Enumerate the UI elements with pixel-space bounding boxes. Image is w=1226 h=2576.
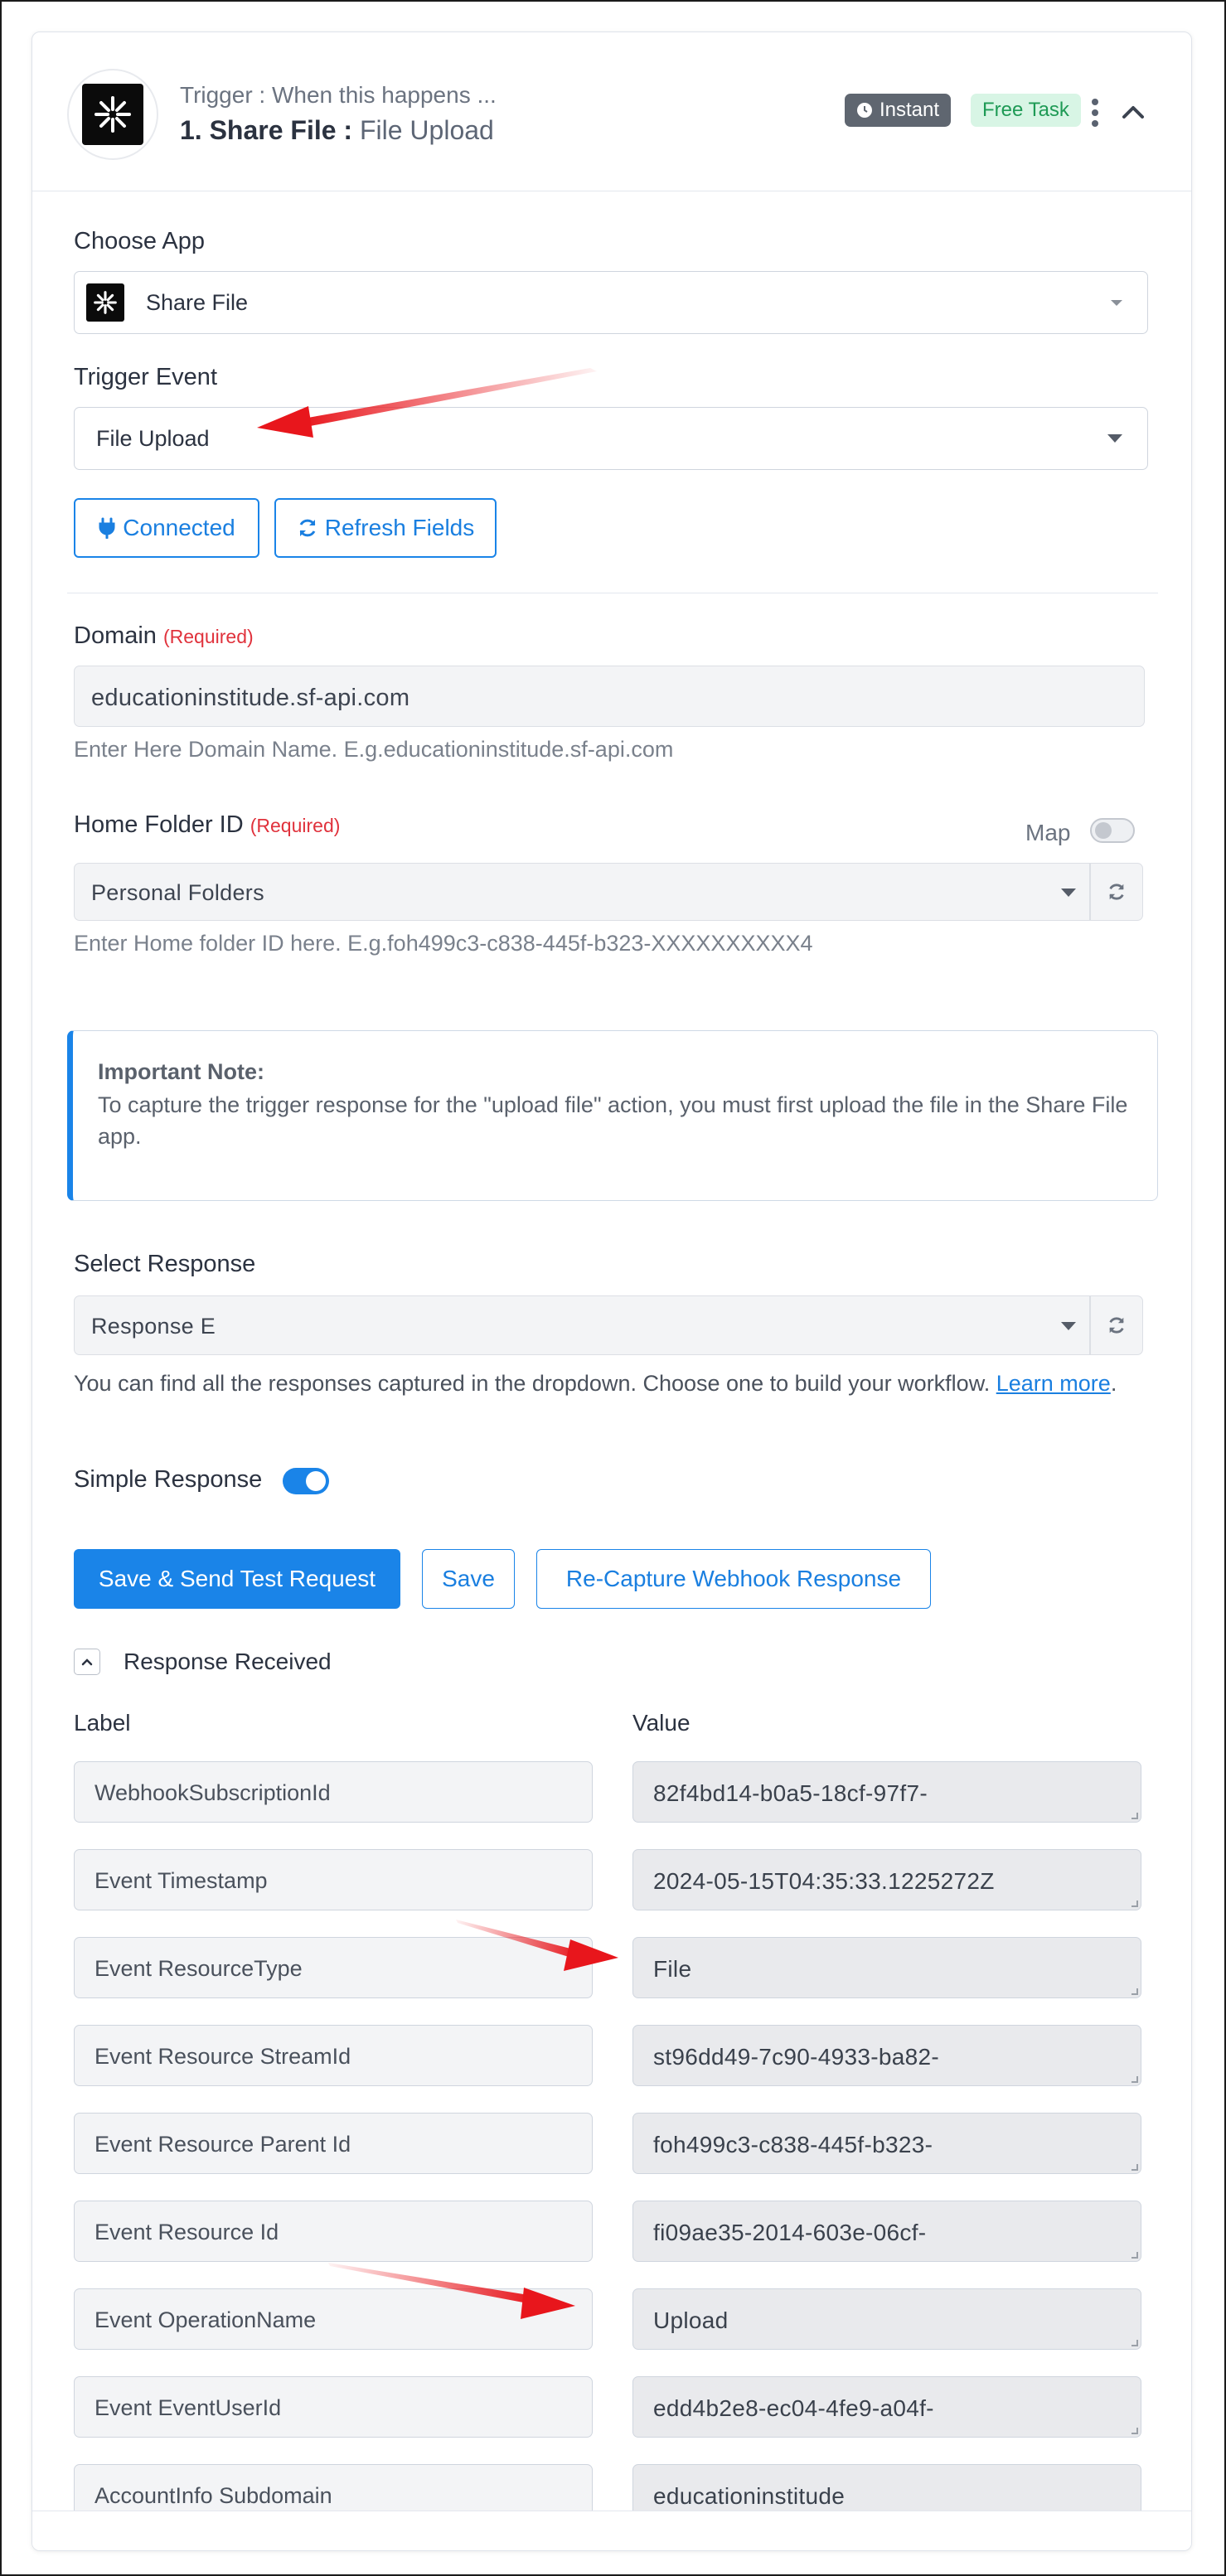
resize-grip-icon[interactable] — [1132, 2428, 1138, 2434]
response-label-text: Event Resource Parent Id — [94, 2132, 351, 2157]
response-label-text: AccountInfo Subdomain — [94, 2483, 332, 2508]
home-folder-refresh-button[interactable] — [1090, 863, 1143, 921]
response-label-text: Event ResourceType — [94, 1956, 303, 1981]
response-label-field — [74, 1937, 593, 1998]
chevron-up-icon[interactable] — [1118, 97, 1148, 127]
response-label-text: Event OperationName — [94, 2307, 317, 2332]
share-file-app-icon — [86, 283, 124, 322]
important-note — [67, 1030, 1158, 1201]
dropdown-caret-icon — [1061, 889, 1076, 897]
map-label: Map — [1025, 820, 1071, 845]
domain-help: Enter Here Domain Name. E.g.educationinstitude.sf-api.com — [74, 737, 674, 762]
select-response-label: Select Response — [74, 1251, 256, 1277]
response-value-text: File — [653, 1956, 692, 1982]
response-received-title: Response Received — [124, 1649, 332, 1674]
resize-grip-icon[interactable] — [1132, 1901, 1138, 1907]
response-refresh-button[interactable] — [1090, 1295, 1143, 1355]
response-value-field[interactable] — [632, 2113, 1141, 2174]
dropdown-caret-icon — [1111, 300, 1122, 306]
domain-value: educationinstitude.sf-api.com — [91, 685, 410, 711]
resize-grip-icon[interactable] — [1132, 2340, 1138, 2346]
label-column-header: Label — [74, 1710, 131, 1736]
instant-badge-label: Instant — [880, 99, 940, 121]
refresh-fields-button[interactable] — [274, 498, 497, 558]
plug-icon — [98, 517, 116, 539]
response-label-field — [74, 2376, 593, 2438]
map-toggle[interactable] — [1090, 818, 1135, 843]
response-label-field — [74, 1849, 593, 1910]
learn-more-link[interactable]: Learn more — [996, 1371, 1111, 1396]
home-folder-label — [74, 811, 340, 839]
recapture-webhook-button[interactable]: Re-Capture Webhook Response — [536, 1549, 931, 1609]
chevron-up-icon — [80, 1654, 94, 1669]
trigger-subtitle: Trigger : When this happens ... — [180, 82, 497, 108]
home-folder-help: Enter Home folder ID here. E.g.foh499c3-c838-445f-b323-XXXXXXXXXX4 — [74, 931, 813, 956]
select-response-select[interactable] — [74, 1295, 1090, 1355]
trigger-panel — [31, 31, 1192, 2551]
resize-grip-icon[interactable] — [1132, 2076, 1138, 2083]
response-value-field[interactable] — [632, 2025, 1141, 2086]
select-response-help — [74, 1368, 1143, 1398]
response-label-field — [74, 2201, 593, 2262]
response-value-field[interactable] — [632, 2201, 1141, 2262]
refresh-icon — [297, 517, 318, 539]
domain-input[interactable] — [74, 666, 1145, 727]
clock-icon — [856, 102, 873, 119]
response-value-text: educationinstitude — [653, 2483, 846, 2509]
home-folder-select[interactable] — [74, 863, 1090, 921]
choose-app-value: Share File — [146, 290, 249, 315]
domain-label-text: Domain — [74, 622, 157, 649]
help-period: . — [1110, 1371, 1117, 1396]
trigger-app-step: 1. Share File : — [180, 115, 353, 145]
response-collapse-toggle[interactable] — [74, 1649, 100, 1675]
refresh-icon — [1107, 1315, 1127, 1335]
connected-label: Connected — [123, 515, 235, 540]
free-task-badge: Free Task — [971, 94, 1081, 127]
response-value-text: Upload — [653, 2307, 729, 2333]
domain-label — [74, 622, 254, 650]
trigger-event-name: File Upload — [359, 115, 494, 145]
share-file-logo — [67, 69, 158, 160]
value-column-header: Value — [632, 1710, 691, 1736]
response-value-text: foh499c3-c838-445f-b323- — [653, 2132, 933, 2157]
home-folder-value: Personal Folders — [91, 880, 264, 905]
trigger-event-select[interactable] — [74, 407, 1148, 470]
panel-bottom — [32, 2511, 1192, 2551]
response-label-text: Event Resource Id — [94, 2220, 279, 2244]
response-value-text: 2024-05-15T04:35:33.1225272Z — [653, 1868, 995, 1894]
trigger-event-value: File Upload — [96, 426, 210, 451]
response-value-text: st96dd49-7c90-4933-ba82- — [653, 2044, 940, 2070]
refresh-fields-label: Refresh Fields — [324, 515, 475, 540]
select-response-help-text: You can find all the responses captured in the dropdown. Choose one to build your workflow. — [74, 1371, 991, 1396]
dropdown-caret-icon — [1061, 1322, 1076, 1330]
response-value-field[interactable] — [632, 2376, 1141, 2438]
response-value-text: fi09ae35-2014-603e-06cf- — [653, 2220, 927, 2245]
response-label-text: Event Timestamp — [94, 1868, 268, 1893]
trigger-event-label: Trigger Event — [74, 364, 217, 390]
response-value-field[interactable] — [632, 2288, 1141, 2350]
note-title: Important Note: — [98, 1059, 264, 1084]
response-label-field — [74, 2113, 593, 2174]
simple-response-toggle[interactable] — [283, 1468, 329, 1494]
save-button[interactable]: Save — [422, 1549, 515, 1609]
response-value-field[interactable] — [632, 1849, 1141, 1910]
resize-grip-icon[interactable] — [1132, 2252, 1138, 2259]
trigger-title — [180, 115, 494, 146]
connected-button[interactable] — [74, 498, 259, 558]
domain-required: (Required) — [163, 626, 254, 647]
response-label-field — [74, 1761, 593, 1823]
resize-grip-icon[interactable] — [1132, 1988, 1138, 1995]
choose-app-select[interactable] — [74, 271, 1148, 334]
home-folder-required: (Required) — [250, 815, 341, 836]
response-label-text: Event Resource StreamId — [94, 2044, 351, 2069]
more-options-icon[interactable] — [1090, 99, 1100, 128]
simple-response-label: Simple Response — [74, 1466, 263, 1493]
note-body: To capture the trigger response for the "upload file" action, you must first upload the file in the Share File app. — [98, 1092, 1128, 1149]
response-value-field[interactable] — [632, 1937, 1141, 1998]
response-label-text: WebhookSubscriptionId — [94, 1780, 331, 1805]
home-folder-label-text: Home Folder ID — [74, 811, 244, 838]
select-response-value: Response E — [91, 1314, 216, 1339]
response-value-text: 82f4bd14-b0a5-18cf-97f7- — [653, 1780, 928, 1806]
response-label-field — [74, 2288, 593, 2350]
response-value-text: edd4b2e8-ec04-4fe9-a04f- — [653, 2395, 934, 2421]
response-label-field — [74, 2025, 593, 2086]
choose-app-label: Choose App — [74, 228, 206, 254]
dropdown-caret-icon — [1107, 434, 1122, 443]
refresh-icon — [1107, 882, 1127, 902]
resize-grip-icon[interactable] — [1132, 2164, 1138, 2171]
resize-grip-icon[interactable] — [1132, 1813, 1138, 1819]
response-value-field[interactable] — [632, 1761, 1141, 1823]
save-send-test-button[interactable]: Save & Send Test Request — [74, 1549, 400, 1609]
trigger-header[interactable] — [32, 32, 1192, 191]
response-label-text: Event EventUserId — [94, 2395, 282, 2420]
instant-badge — [845, 94, 951, 127]
